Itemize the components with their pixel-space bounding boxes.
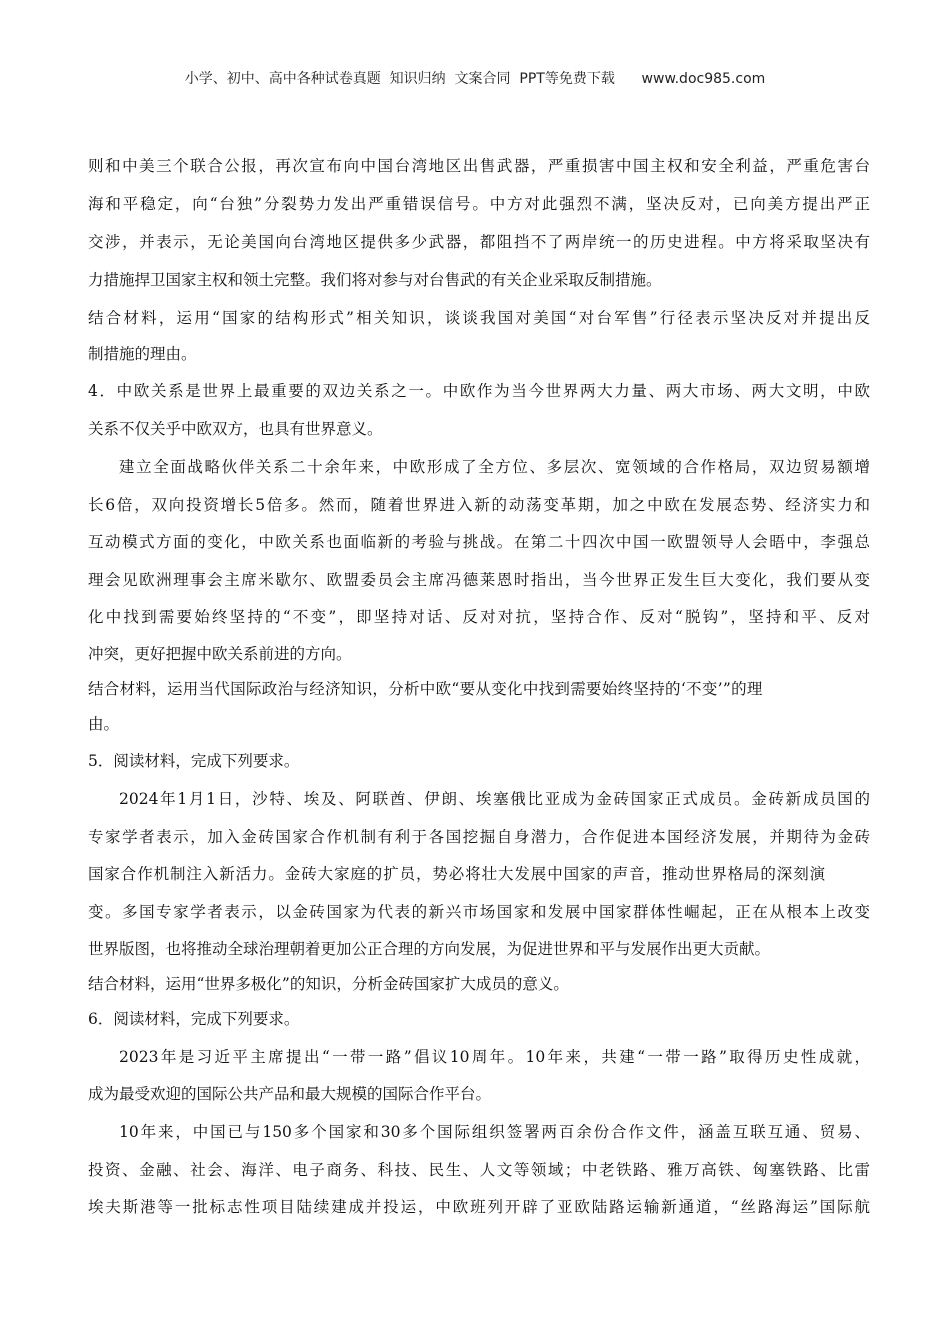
- question-4-title: 4．中欧关系是世界上最重要的双边关系之一。中欧作为当今世界两大力量、两大市场、两大文明，中欧: [88, 382, 870, 400]
- text-line: 海和平稳定，向“台独”分裂势力发出严重错误信号。中方对此强烈不满，坚决反对，已向美方提出严正: [88, 195, 870, 213]
- text-line: 国家合作机制注入新活力。金砖大家庭的扩员，势必将壮大发展中国家的声音，推动世界格局的深刻演: [88, 865, 827, 883]
- text-line: 交涉，并表示，无论美国向台湾地区提供多少武器，都阻挡不了两岸统一的历史进程。中方将采取坚决有: [88, 233, 870, 251]
- text-line: 则和中美三个联合公报，再次宣布向中国台湾地区出售武器，严重损害中国主权和安全利益，严重危害台: [88, 157, 870, 175]
- text-line: 建立全面战略伙伴关系二十余年来，中欧形成了全方位、多层次、宽领域的合作格局，双边贸易额增: [119, 458, 870, 476]
- text-line: 关系不仅关乎中欧双方，也具有世界意义。: [88, 420, 383, 438]
- text-line: 理会见欧洲理事会主席米歇尔、欧盟委员会主席冯德莱恩时指出，当今世界正发生巨大变化，我们要从变: [88, 571, 870, 589]
- text-line: 化中找到需要始终坚持的“不变”，即坚持对话、反对对抗，坚持合作、反对“脱钩”，坚持和平、反对: [88, 608, 870, 626]
- question-prompt: 结合材料，运用“国家的结构形式”相关知识，谈谈我国对美国“对台军售”行径表示坚决反对并提出反: [88, 309, 870, 327]
- question-prompt: 由。: [88, 715, 120, 733]
- text-line: 力措施捍卫国家主权和领土完整。我们将对参与对台售武的有关企业采取反制措施。: [88, 271, 662, 289]
- text-line: 专家学者表示，加入金砖国家合作机制有利于各国挖掘自身潜力，合作促进本国经济发展，并期待为金砖: [88, 828, 870, 846]
- text-line: 成为最受欢迎的国际公共产品和最大规模的国际合作平台。: [88, 1085, 492, 1103]
- text-line: 2024年1月1日，沙特、埃及、阿联酋、伊朗、埃塞俄比亚成为金砖国家正式成员。金砖新成员国的: [119, 790, 870, 808]
- question-6-title: 6．阅读材料，完成下列要求。: [88, 1010, 300, 1028]
- text-line: 埃夫斯港等一批标志性项目陆续建成并投运，中欧班列开辟了亚欧陆路运输新通道，“丝路海运”国际航: [88, 1198, 870, 1216]
- text-line: 长6倍，双向投资增长5倍多。然而，随着世界进入新的动荡变革期，加之中欧在发展态势、经济实力和: [88, 496, 870, 514]
- text-line: 世界版图，也将推动全球治理朝着更加公正合理的方向发展，为促进世界和平与发展作出更大贡献。: [88, 940, 771, 958]
- text-line: 2023年是习近平主席提出“一带一路”倡议10周年。10年来，共建“一带一路”取得历史性成就，: [119, 1048, 870, 1066]
- question-prompt: 制措施的理由。: [88, 345, 197, 363]
- question-5-title: 5．阅读材料，完成下列要求。: [88, 752, 300, 770]
- text-line: 投资、金融、社会、海洋、电子商务、科技、民生、人文等领域；中老铁路、雅万高铁、匈塞铁路、比雷: [88, 1161, 870, 1179]
- question-prompt: 结合材料，运用当代国际政治与经济知识，分析中欧“要从变化中找到需要始终坚持的‘不变’”的理: [88, 680, 763, 698]
- text-line: 互动模式方面的变化，中欧关系也面临新的考验与挑战。在第二十四次中国一欧盟领导人会晤中，李强总: [88, 533, 870, 551]
- page-header-banner: 小学、初中、高中各种试卷真题 知识归纳 文案合同 PPT等免费下载 www.doc985.com: [184, 71, 766, 87]
- text-line: 变。多国专家学者表示，以金砖国家为代表的新兴市场国家和发展中国家群体性崛起，正在从根本上改变: [88, 903, 870, 921]
- text-line: 10年来，中国已与150多个国家和30多个国际组织签署两百余份合作文件，涵盖互联互通、贸易、: [119, 1123, 870, 1141]
- question-prompt: 结合材料，运用“世界多极化”的知识，分析金砖国家扩大成员的意义。: [88, 975, 569, 993]
- text-line: 冲突，更好把握中欧关系前进的方向。: [88, 645, 352, 663]
